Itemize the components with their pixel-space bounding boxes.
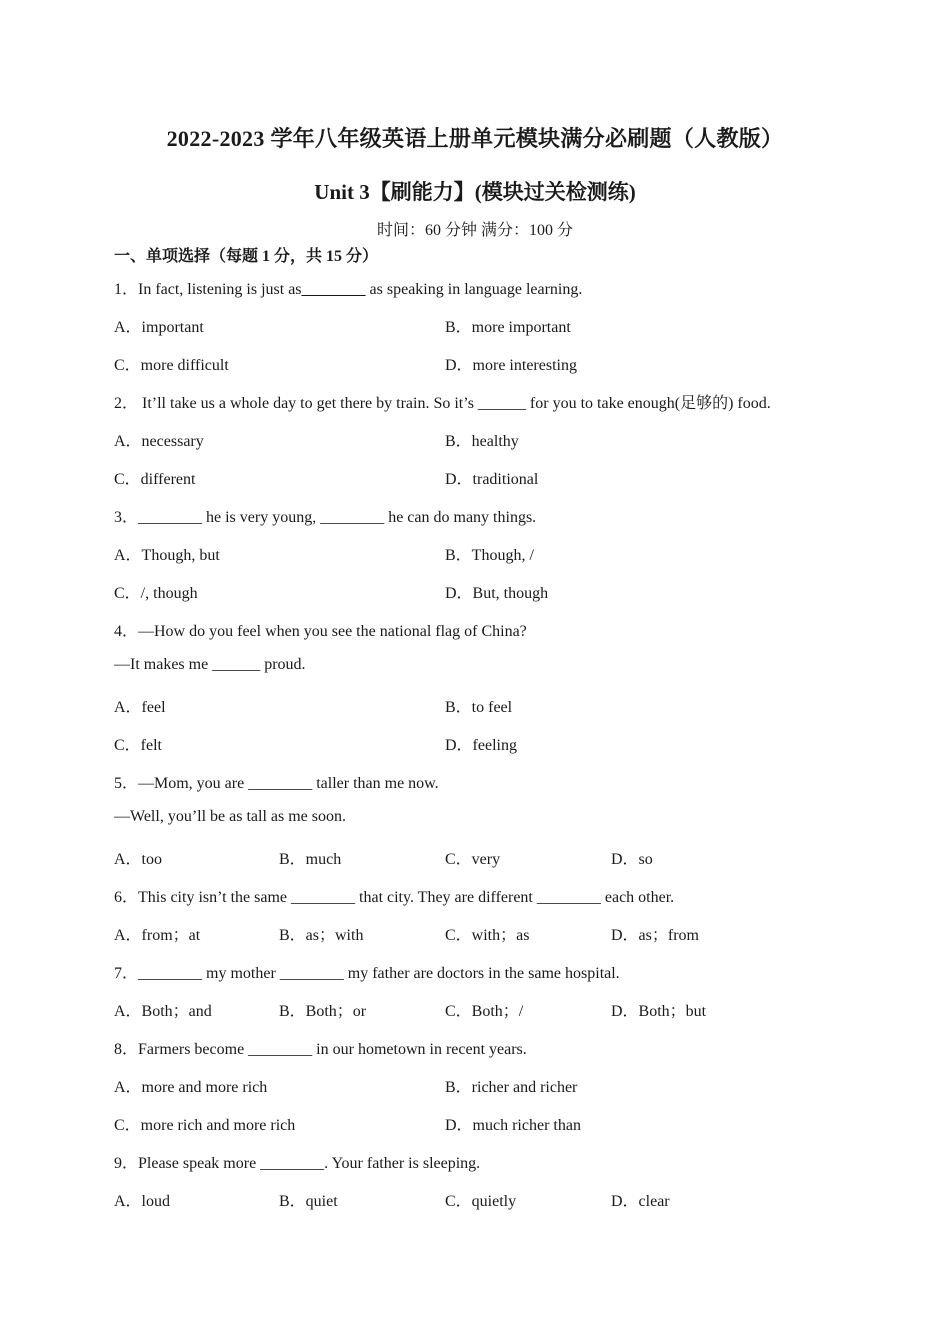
q5-option-c: C．very bbox=[445, 851, 501, 868]
q7-option-d: D．Both；but bbox=[611, 1003, 707, 1020]
question-5-stem: 5．—Mom, you are ________ taller than me now. bbox=[114, 775, 439, 792]
q6-option-b: B．as；with bbox=[279, 927, 364, 944]
q1-option-b: B．more important bbox=[445, 319, 571, 336]
question-3-stem: 3．________ he is very young, ________ he can do many things. bbox=[114, 509, 537, 526]
q7-option-b: B．Both；or bbox=[279, 1003, 367, 1020]
q5-option-b: B．much bbox=[279, 851, 342, 868]
document-subtitle: Unit 3【刷能力】(模块过关检测练) bbox=[314, 180, 636, 204]
question-6-stem: 6．This city isn’t the same ________ that city. They are different ________ each other. bbox=[114, 889, 675, 906]
question-4-stem: 4．—How do you feel when you see the national flag of China? bbox=[114, 623, 527, 640]
q5-option-a: A．too bbox=[114, 851, 163, 868]
section-heading: 一、单项选择（每题 1 分，共 15 分） bbox=[114, 248, 379, 265]
question-9-stem: 9．Please speak more ________. Your father is sleeping. bbox=[114, 1155, 481, 1172]
q9-option-b: B．quiet bbox=[279, 1193, 338, 1210]
q6-option-d: D．as；from bbox=[611, 927, 699, 944]
question-7-stem: 7．________ my mother ________ my father are doctors in the same hospital. bbox=[114, 965, 620, 982]
question-8-stem: 8．Farmers become ________ in our hometown in recent years. bbox=[114, 1041, 527, 1058]
q2-option-a: A．necessary bbox=[114, 433, 204, 450]
q3-option-c: C．/, though bbox=[114, 585, 198, 602]
exam-meta: 时间：60 分钟 满分：100 分 bbox=[376, 222, 573, 239]
q2-option-b: B．healthy bbox=[445, 433, 519, 450]
question-5-stem-reply: —Well, you’ll be as tall as me soon. bbox=[114, 808, 346, 825]
q3-option-a: A．Though, but bbox=[114, 547, 220, 564]
q1-option-c: C．more difficult bbox=[114, 357, 229, 374]
q4-option-b: B．to feel bbox=[445, 699, 513, 716]
q8-option-c: C．more rich and more rich bbox=[114, 1117, 296, 1134]
q7-option-a: A．Both；and bbox=[114, 1003, 212, 1020]
q8-option-a: A．more and more rich bbox=[114, 1079, 268, 1096]
q7-option-c: C．Both；/ bbox=[445, 1003, 524, 1020]
q4-option-a: A．feel bbox=[114, 699, 166, 716]
q4-option-d: D．feeling bbox=[445, 737, 517, 754]
question-1-stem: 1．In fact, listening is just as________ as speaking in language learning. bbox=[114, 281, 583, 298]
question-4-stem-reply: —It makes me ______ proud. bbox=[114, 656, 306, 673]
q2-option-d: D．traditional bbox=[445, 471, 539, 488]
q1-option-a: A．important bbox=[114, 319, 204, 336]
q1-option-d: D．more interesting bbox=[445, 357, 577, 374]
q5-option-d: D．so bbox=[611, 851, 653, 868]
q3-option-b: B．Though, / bbox=[445, 547, 534, 564]
q9-option-a: A．loud bbox=[114, 1193, 171, 1210]
q2-option-c: C．different bbox=[114, 471, 196, 488]
question-2-stem: 2． It’ll take us a whole day to get there by train. So it’s ______ for you to take enough(足够的) food. bbox=[114, 395, 771, 412]
q9-option-c: C．quietly bbox=[445, 1193, 517, 1210]
q4-option-c: C．felt bbox=[114, 737, 162, 754]
document-title: 2022-2023 学年八年级英语上册单元模块满分必刷题（人教版） bbox=[166, 126, 784, 151]
q3-option-d: D．But, though bbox=[445, 585, 549, 602]
q6-option-a: A．from；at bbox=[114, 927, 201, 944]
q9-option-d: D．clear bbox=[611, 1193, 670, 1210]
q6-option-c: C．with；as bbox=[445, 927, 530, 944]
q8-option-b: B．richer and richer bbox=[445, 1079, 578, 1096]
q8-option-d: D．much richer than bbox=[445, 1117, 581, 1134]
